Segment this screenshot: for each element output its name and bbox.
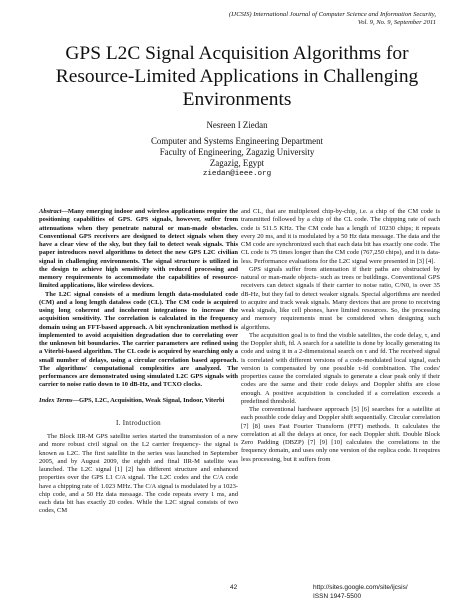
abstract-paragraph-2: The L2C signal consists of a medium length data-modulated code (CM) and a long length dataless code (CL). The CM code is acquired using long coherent and incoherent integrations to increase the acquisition sensitivity. The correlation is calculated in the frequency domain using an FFT-based approach. A bit synchronization method is implemented to avoid acquisition degradation due to correlating over the unknown bit boundaries. The carrier parameters are refined using a Viterbi-based algorithm. The CL code is acquired by searching only a small number of delays, using a circular correlation based approach. The algorithms' computational complexities are analyzed. The performances are demonstrated using simulated L2C GPS signals with carrier to noise ratio down to 10 dB-Hz, and TCXO clocks. (39, 290, 238, 389)
author-block (0, 120, 474, 180)
intro-paragraph-1: The Block IIR-M GPS satellite series started the transmission of a new and more robust civil signal on the L2 carrier frequency- the signal is known as L2C. The first satellite in the series was launched in September 2005, and by August 2009, the eighth and final IIR-M satellite was launched. The L2C signal [1] [2] has different structure and enhanced properties over the GPS L1 C/A signal. The L2C codes and the C/A code have a chipping rate of 1.023 MHz. The C/A signal is modulated by a 1023-chip code, and a 50 Hz data message. The code repeats every 1 ms, and each data bit has exactly 20 codes. While the L2C signal consists of two codes, CM (39, 433, 238, 515)
page-number: 42 (230, 584, 238, 591)
section-heading-introduction: I. Introduction (116, 418, 161, 427)
journal-issue: Vol. 9, No. 9, September 2011 (357, 19, 436, 26)
author-city: Zagazig, Egypt (209, 158, 265, 169)
right-paragraph-4: The conventional hardware approach [5] [6] searches for a satellite at each possible code delay and Doppler shift sequentially. Circular correlation [7] [8] uses Fast Fourier Transform (FFT) methods. It calculates the correlation at all the delays at once, for each Doppler shift. Double Block Zero Padding (DBZP) [7] [9] [10] calculates the correlations in the frequency domain, and uses only one version of the replica code. It requires less processing, but it suffers from (241, 406, 440, 463)
abstract (39, 208, 238, 390)
journal-header (229, 11, 436, 27)
index-terms-text: —GPS, L2C, Acquisition, Weak Signal, Indoor, Viterbi (72, 396, 225, 404)
author-department: Computer and Systems Engineering Department (150, 136, 324, 147)
introduction-body (39, 433, 238, 516)
index-terms (39, 397, 238, 405)
title-line-2: Resource-Limited Applications in Challenging (55, 66, 419, 87)
right-column (241, 208, 440, 464)
right-paragraph-2: GPS signals suffer from attenuation if their paths are obstructed by natural or man-made objects- such as trees or buildings. Conventional GPS receivers can detect signals if their carrier to noise ratio, C/N0, is over 35 dB-Hz, but they fail to detect weaker signals. Special algorithms are needed to acquire and track weak signals. Many devices that are prone to receiving weak signals, like cell phones, have limited resources. So, the processing and memory requirements must be considered when designing such algorithms. (241, 265, 440, 331)
abstract-text-1: —Many emerging indoor and wireless applications require the positioning capabilities of GPS. GPS signals, however, suffer from attenuations when they penetrate natural or man-made obstacles. Conventional GPS receivers are designed to detect signals when they have a clear view of the sky, but they fail to detect weak signals. This paper introduces novel algorithms to detect the new GPS L2C civilian signal in challenging environments. The signal structure is utilized in the design to achieve high sensitivity with reduced processing and memory requirements to accommodate the capabilities of resource-limited applications, like wireless devices. (39, 208, 238, 290)
journal-name: (IJCSIS) International Journal of Computer Science and Information Security, (228, 11, 436, 18)
title-line-1: GPS L2C Signal Acquisition Algorithms for (65, 43, 409, 64)
right-paragraph-3: The acquisition goal is to find the visible satellites, the code delay, τ, and the Doppler shift, fd. A search for a satellite is done by locally generating its code and using it in a 2-dimensional search on τ and fd. The received signal is correlated with different versions of a code-modulated local signal, each version is compensated by one possible τ-fd combination. The codes' properties cause the correlated signals to generate a clear peak only if their codes are the same and their code delays and Doppler shifts are close enough. A positive acquisition is concluded if a correlation exceeds a predefined threshold. (241, 331, 440, 405)
author-name: Nesreen I Ziedan (206, 120, 268, 130)
footer-info (313, 584, 408, 601)
author-email: ziedan@ieee.org (202, 170, 272, 179)
abstract-label: Abstract (39, 208, 62, 215)
abstract-paragraph-1 (39, 208, 238, 291)
right-paragraph-1: and CL, that are multiplexed chip-by-chip, i.e. a chip of the CM code is transmitted followed by a chip of the CL code. The chipping rate of each code is 511.5 KHz. The CM code has a length of 10230 chips; it repeats every 20 ms, and it is modulated by a 50 Hz data message. The data and the CM code are synchronized such that each data bit has exactly one code. The CL code is 75 times longer than the CM code (767,250 chips), and it is data-less. Performance evaluations for the L2C signal were presented in [3] [4]. (241, 208, 440, 265)
paper-title (30, 42, 444, 111)
title-line-3: Environments (182, 89, 292, 110)
index-terms-label: Index Terms (39, 396, 73, 404)
left-column (39, 208, 238, 516)
issn: ISSN 1947-5500 (313, 592, 362, 600)
author-faculty: Faculty of Engineering, Zagazig University (159, 147, 315, 158)
journal-url: http://sites.google.com/site/ijcsis/ (313, 584, 408, 591)
